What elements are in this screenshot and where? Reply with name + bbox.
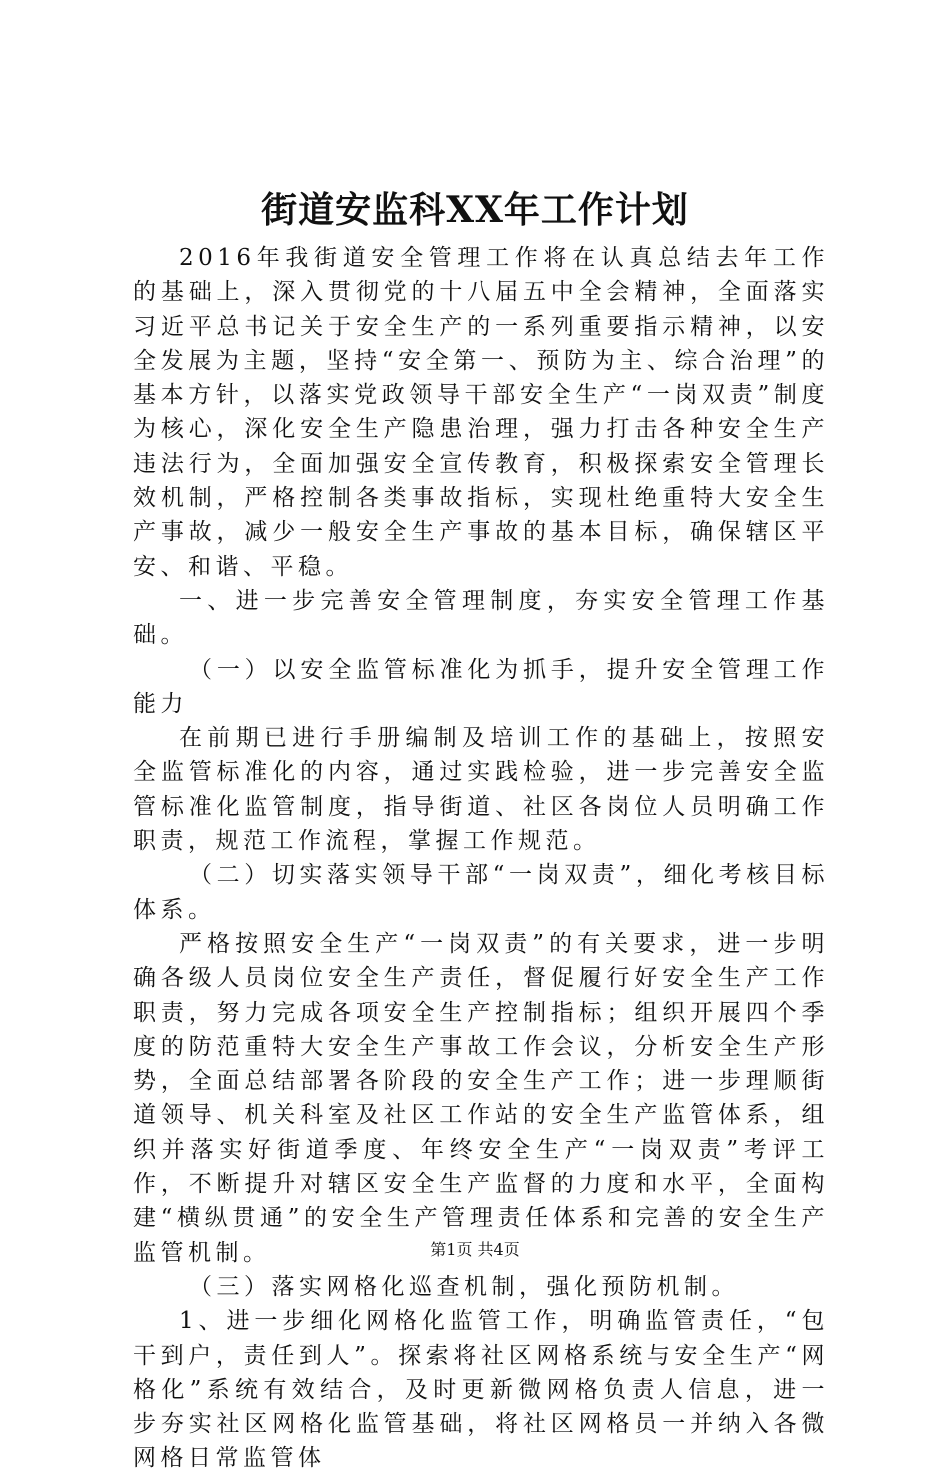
document-body [133,241,829,1476]
document-title: 街道安监科XX年工作计划 [261,189,689,231]
paragraph-intro: 2016年我街道安全管理工作将在认真总结去年工作的基础上，深入贯彻党的十八届五中全会精神，全面落实习近平总书记关于安全生产的一系列重要指示精神，以安全发展为主题，坚持“安全第一、预防为主、综合治理”的基本方针，以落实党政领导干部安全生产“一岗双责”制度为核心，深化安全生产隐患治理，强力打击各种安全生产违法行为，全面加强安全宣传教育，积极探索安全管理长效机制，严格控制各类事故指标，实现杜绝重特大安全生产事故，减少一般安全生产事故的基本目标，确保辖区平安、和谐、平稳。 [133,245,829,580]
section-heading-1: 一、进一步完善安全管理制度，夯实安全管理工作基础。 [133,587,829,649]
subsection-heading-3: （三）落实网格化巡查机制，强化预防机制。 [189,1273,739,1300]
subsection-heading-1: （一）以安全监管标准化为抓手，提升安全管理工作能力 [133,656,829,717]
subsection-heading-2: （二）切实落实领导干部“一岗双责”，细化考核目标体系。 [133,862,829,923]
paragraph-standardization: 在前期已进行手册编制及培训工作的基础上，按照安全监管标准化的内容，通过实践检验，进一步完善安全监管标准化监管制度，指导街道、社区各岗位人员明确工作职责，规范工作流程，掌握工作规范。 [133,725,829,855]
page-footer: 第1页 共4页 [430,1240,520,1259]
paragraph-grid-supervision: 1、进一步细化网格化监管工作，明确监管责任，“包干到户，责任到人”。探索将社区网格系统与安全生产“网格化”系统有效结合，及时更新微网格负责人信息，进一步夯实社区网格化监管基础，将社区网格员一并纳入各微网格日常监管体 [133,1308,829,1472]
paragraph-responsibility: 严格按照安全生产“一岗双责”的有关要求，进一步明确各级人员岗位安全生产责任，督促履行好安全生产工作职责，努力完成各项安全生产控制指标；组织开展四个季度的防范重特大安全生产事故工作会议，分析安全生产形势，全面总结部署各阶段的安全生产工作；进一步理顺街道领导、机关科室及社区工作站的安全生产监管体系，组织并落实好街道季度、年终安全生产“一岗双责”考评工作，不断提升对辖区安全生产监督的力度和水平，全面构建“横纵贯通”的安全生产管理责任体系和完善的安全生产监管机制。 [133,930,829,1266]
